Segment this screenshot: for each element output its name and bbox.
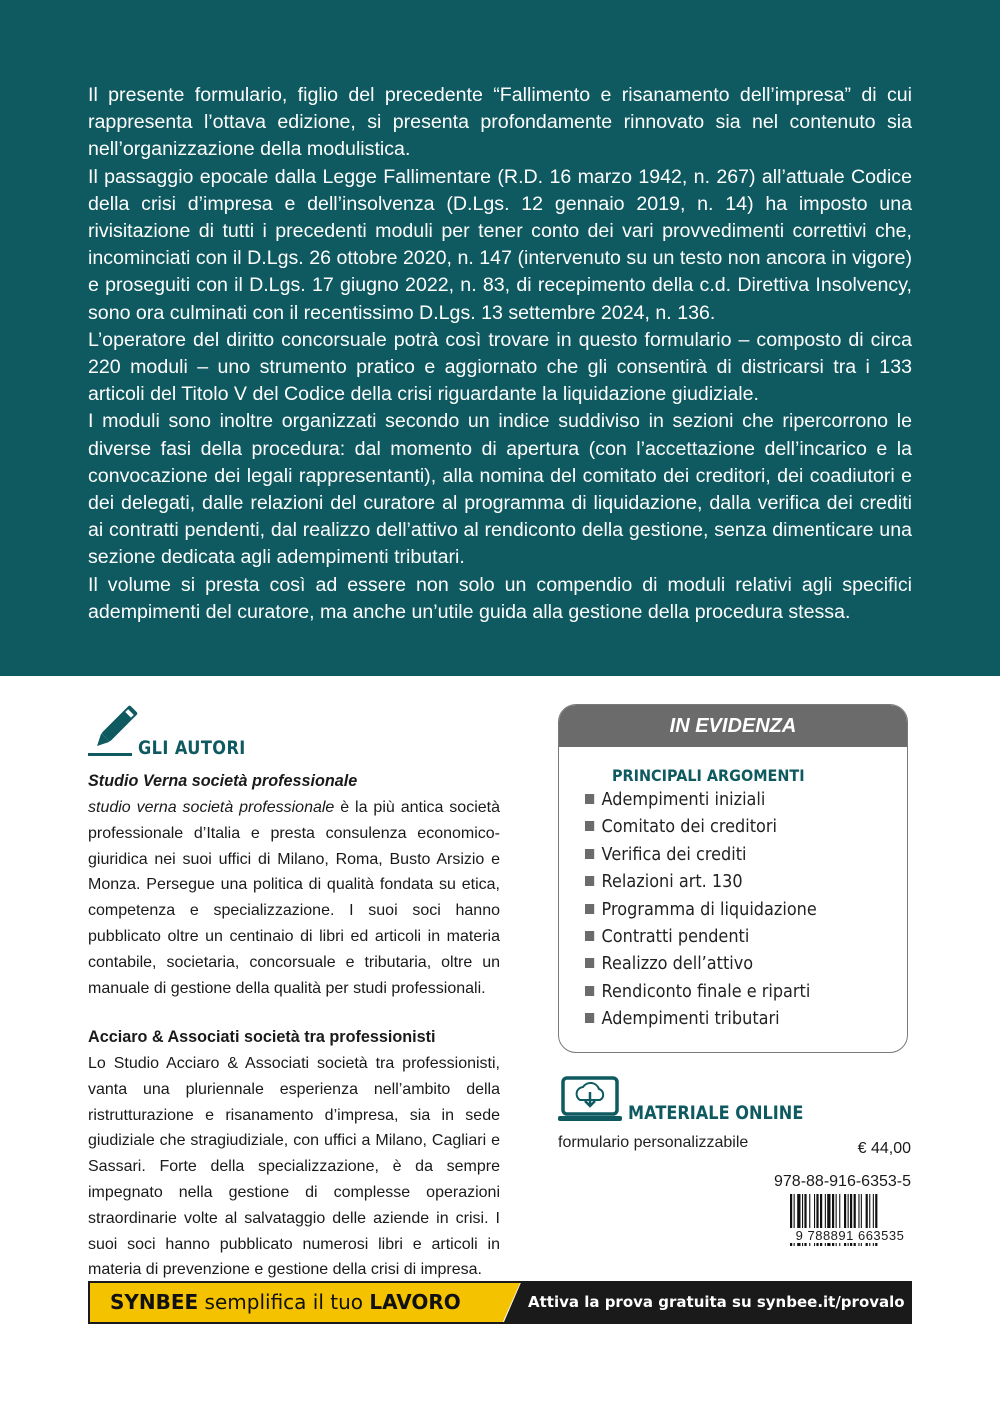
authors-header (88, 703, 508, 761)
online-title: MATERIALE ONLINE (628, 1102, 804, 1124)
evidence-subtitle: PRINCIPALI ARGOMENTI (612, 766, 805, 785)
square-bullet-icon (585, 849, 594, 859)
list-item: Relazioni art. 130 (585, 869, 817, 896)
evidence-header: IN EVIDENZA (559, 705, 907, 747)
author2-name: Acciaro & Associati società tra professionisti (88, 1028, 436, 1046)
list-item: Realizzo dell’attivo (585, 951, 817, 978)
barcode-digits: 9 788891 663535 (788, 1228, 912, 1243)
list-item: Adempimenti iniziali (585, 787, 817, 814)
square-bullet-icon (585, 1013, 594, 1023)
author1-name: Studio Verna società professionale (88, 772, 358, 790)
intro-paragraph: Il volume si presta così ad essere non solo un compendio di moduli relativi agli specifici adempimenti del curatore, ma anche un’utile guida alla gestione della procedura stessa. (88, 573, 912, 623)
author1-lead: studio verna società professionale (88, 799, 335, 816)
banner-slogan: SYNBEE semplifica il tuo LAVORO (110, 1290, 461, 1314)
list-item: Comitato dei creditori (585, 814, 817, 841)
authors-title: GLI AUTORI (138, 737, 246, 759)
intro-panel (0, 0, 1000, 676)
author1-body: è la più antica società professionale d’Italia e presta consulenza economico-giuridica nei suoi uffici di Milano, Roma, Busto Arsizio e Monza. Persegue una politica di qualità fondata su etica, competenza e specializzazione. I suoi soci hanno pubblicato oltre un centinaio di libri ed articoli in materia contabile, societaria, concorsuale e tributaria, oltre un manuale di gestione della qualità per studi professionali. (88, 799, 500, 997)
price: € 44,00 (857, 1140, 911, 1157)
square-bullet-icon (585, 958, 594, 968)
intro-paragraph: Il passaggio epocale dalla Legge Fallimentare (R.D. 16 marzo 1942, n. 267) all’attuale Codice della crisi d’impresa e dell’insolvenza (D.Lgs. 12 gennaio 2019, n. 14) ha imposto una rivisitazione di tutti i precedenti moduli per tener conto dei vari provvedimenti correttivi che, incominciati con il D.Lgs. 26 ottobre 2020, n. 147 (intervenuto su un testo non ancora in vigore) e proseguiti con il D.Lgs. 17 giugno 2022, n. 83, di recepimento della c.d. Direttiva Insolvency, sono ora culminati con il recentissimo D.Lgs. 13 settembre 2024, n. 136. (88, 165, 912, 324)
isbn: 978-88-916-6353-5 (774, 1173, 911, 1190)
online-subtitle: formulario personalizzabile (558, 1134, 749, 1151)
list-item: Adempimenti tributari (585, 1006, 817, 1033)
list-item: Verifica dei crediti (585, 842, 817, 869)
square-bullet-icon (585, 821, 594, 831)
intro-paragraph: I moduli sono inoltre organizzati secondo un indice suddiviso in sezioni che ripercorrono le diverse fasi della procedura: dal momento di apertura (con l’accettazione dell’incarico e la convocazione dei legali rappresentanti), alla nomina del comitato dei creditori, dei coadiutori e dei delegati, dalle relazioni del curatore al programma di liquidazione, dalla verifica dei crediti ai contratti pendenti, dal realizzo dell’attivo al rendiconto della gestione, senza dimenticare una sezione dedicata agli adempimenti tributari. (88, 410, 912, 569)
promo-banner[interactable] (88, 1281, 912, 1324)
square-bullet-icon (585, 931, 594, 941)
pen-icon (88, 703, 140, 759)
intro-paragraph: L’operatore del diritto concorsuale potrà così trovare in questo formulario – composto di circa 220 moduli – uno strumento pratico e aggiornato che gli consentirà di districarsi tra i 133 articoli del Titolo V del Codice della crisi riguardante la liquidazione giudiziale. (88, 328, 912, 406)
square-bullet-icon (585, 904, 594, 914)
list-item: Rendiconto finale e riparti (585, 979, 817, 1006)
square-bullet-icon (585, 986, 594, 996)
intro-text (88, 82, 912, 626)
topics-list (585, 787, 837, 1034)
square-bullet-icon (585, 794, 594, 804)
list-item: Programma di liquidazione (585, 897, 817, 924)
intro-paragraph: Il presente formulario, figlio del precedente “Fallimento e risanamento dell’impresa” di cui rappresenta l’ottava edizione, si presenta profondamente rinnovato sia nel contenuto sia nell’organizzazione della modulistica. (88, 84, 912, 161)
square-bullet-icon (585, 876, 594, 886)
banner-cta-link[interactable]: Attiva la prova gratuita su synbee.it/provalo (528, 1293, 905, 1311)
evidence-box (558, 704, 908, 1053)
laptop-download-icon (558, 1076, 622, 1126)
author2-text: Lo Studio Acciaro & Associati società tra professionisti, vanta una pluriennale esperienza nell’ambito della ristrutturazione e risanamento d’impresa, sia in sede giudiziale che stragiudiziale, con uffici a Milano, Cagliari e Sassari. Forte della specializzazione, è da sempre impegnato nella gestione di complesse operazioni straordinarie volte al salvataggio delle aziende in crisi. I suoi soci hanno pubblicato numerosi libri e articoli in materia di prevenzione e gestione della crisi di impresa. (88, 1055, 500, 1279)
author1-text (88, 795, 500, 1001)
list-item: Contratti pendenti (585, 924, 817, 951)
